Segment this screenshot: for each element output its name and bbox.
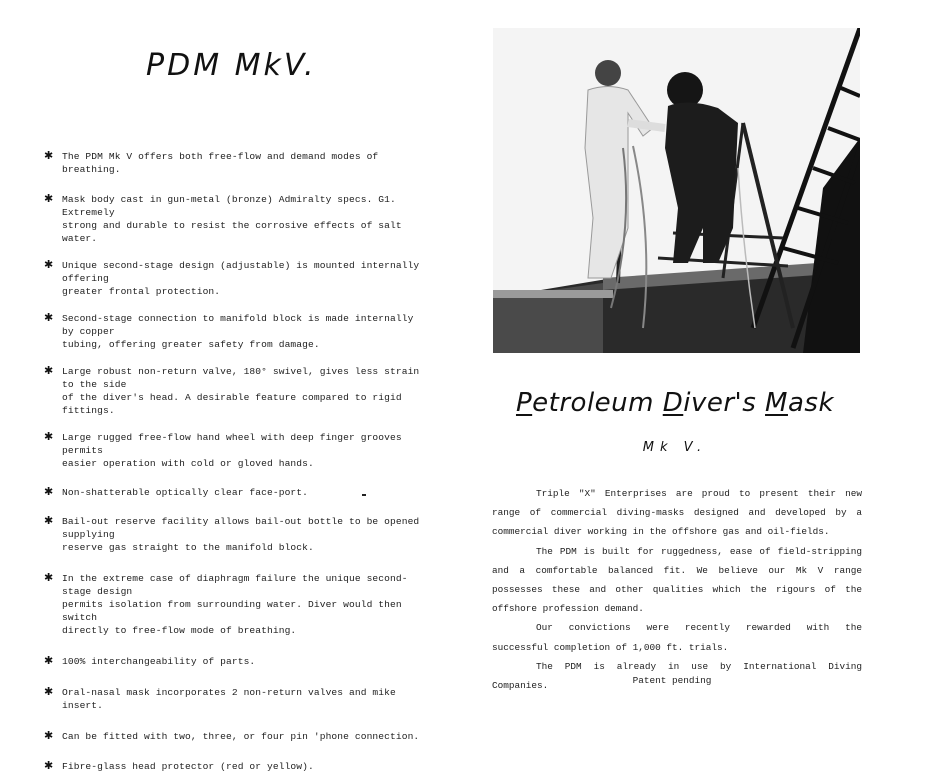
feature-list — [44, 150, 429, 773]
feature-item — [44, 431, 429, 470]
feature-item — [44, 486, 429, 499]
feature-line: Large rugged free-flow hand wheel with deep finger grooves permits — [62, 432, 402, 456]
feature-line: Can be fitted with two, three, or four pin 'phone connection. — [62, 731, 420, 742]
feature-line: Bail-out reserve facility allows bail-out bottle to be opened supplying — [62, 516, 420, 540]
bullet-icon: ✱ — [44, 729, 54, 742]
bullet-icon: ✱ — [44, 311, 54, 324]
bullet-icon: ✱ — [44, 685, 54, 698]
left-title: PDM MkV. — [146, 48, 317, 83]
feature-item — [44, 515, 429, 554]
feature-item — [44, 259, 429, 298]
intro-text — [492, 484, 862, 695]
patent-note: Patent pending — [632, 675, 712, 686]
feature-line: Fibre-glass head protector (red or yellow). — [62, 761, 314, 772]
paragraph-intro: Triple "X" Enterprises are proud to present their new range of commercial diving-masks designed and developed by a commercial diver working in the offshore gas and oil-fields. — [492, 488, 862, 538]
feature-line: Mask body cast in gun-metal (bronze) Admiralty specs. G1. Extremely — [62, 194, 396, 218]
bullet-icon: ✱ — [44, 430, 54, 443]
feature-item — [44, 150, 429, 176]
feature-line: strong and durable to resist the corrosive effects of salt water. — [62, 220, 402, 244]
feature-line: tubing, offering greater safety from damage. — [62, 339, 320, 350]
feature-line: directly to free-flow mode of breathing. — [62, 625, 297, 636]
feature-line: easier operation with cold or gloved hands. — [62, 458, 314, 469]
feature-item — [44, 572, 429, 637]
bullet-icon: ✱ — [44, 485, 54, 498]
diver-photo — [493, 28, 860, 353]
feature-line: Unique second-stage design (adjustable) is mounted internally offering — [62, 260, 420, 284]
title-initial-d: D — [662, 388, 684, 418]
feature-line: permits isolation from surrounding water. Diver would then switch — [62, 599, 402, 623]
feature-item — [44, 655, 429, 668]
feature-item — [44, 365, 429, 417]
title-word-ask: ask — [787, 388, 835, 418]
diver-photo-illustration — [493, 28, 860, 353]
feature-line: Second-stage connection to manifold block is made internally by copper — [62, 313, 414, 337]
title-word-etroleum: etroleum — [532, 388, 663, 418]
paragraph-trials: Our convictions were recently rewarded with the successful completion of 1,000 ft. trials. — [492, 622, 862, 653]
bullet-icon: ✱ — [44, 149, 54, 162]
feature-item — [44, 760, 429, 773]
paragraph-usage: The PDM is already in use by International Diving Companies. — [492, 660, 862, 692]
title-initial-m: M — [765, 388, 788, 418]
stray-mark — [362, 494, 366, 496]
title-word-ivers: iver's — [683, 388, 766, 418]
bullet-icon: ✱ — [44, 192, 54, 205]
bullet-icon: ✱ — [44, 654, 54, 667]
paragraph-build: The PDM is built for ruggedness, ease of field-stripping and a comfortable balanced fit. We believe our Mk V range possesses these and other qualities which the rigours of the offshore profession demand. — [492, 545, 862, 615]
right-title — [490, 388, 860, 418]
bullet-icon: ✱ — [44, 571, 54, 584]
feature-line: reserve gas straight to the manifold block. — [62, 542, 314, 553]
bullet-icon: ✱ — [44, 258, 54, 271]
feature-item — [44, 686, 429, 712]
feature-line: The PDM Mk V offers both free-flow and demand modes of breathing. — [62, 151, 379, 175]
feature-item — [44, 312, 429, 351]
bullet-icon: ✱ — [44, 759, 54, 772]
feature-line: Large robust non-return valve, 180° swivel, gives less strain to the side — [62, 366, 420, 390]
feature-line: In the extreme case of diaphragm failure the unique second-stage design — [62, 573, 408, 597]
bullet-icon: ✱ — [44, 514, 54, 527]
bullet-icon: ✱ — [44, 364, 54, 377]
feature-item — [44, 193, 429, 245]
feature-line: of the diver's head. A desirable feature compared to rigid fittings. — [62, 392, 402, 416]
title-initial-p: P — [515, 388, 533, 418]
feature-item — [44, 730, 429, 743]
feature-line: Oral-nasal mask incorporates 2 non-return valves and mike insert. — [62, 687, 396, 711]
feature-line: greater frontal protection. — [62, 286, 221, 297]
right-subtitle: Mk V. — [642, 440, 708, 455]
feature-line: Non-shatterable optically clear face-port. — [62, 487, 309, 498]
feature-line: 100% interchangeability of parts. — [62, 656, 256, 667]
